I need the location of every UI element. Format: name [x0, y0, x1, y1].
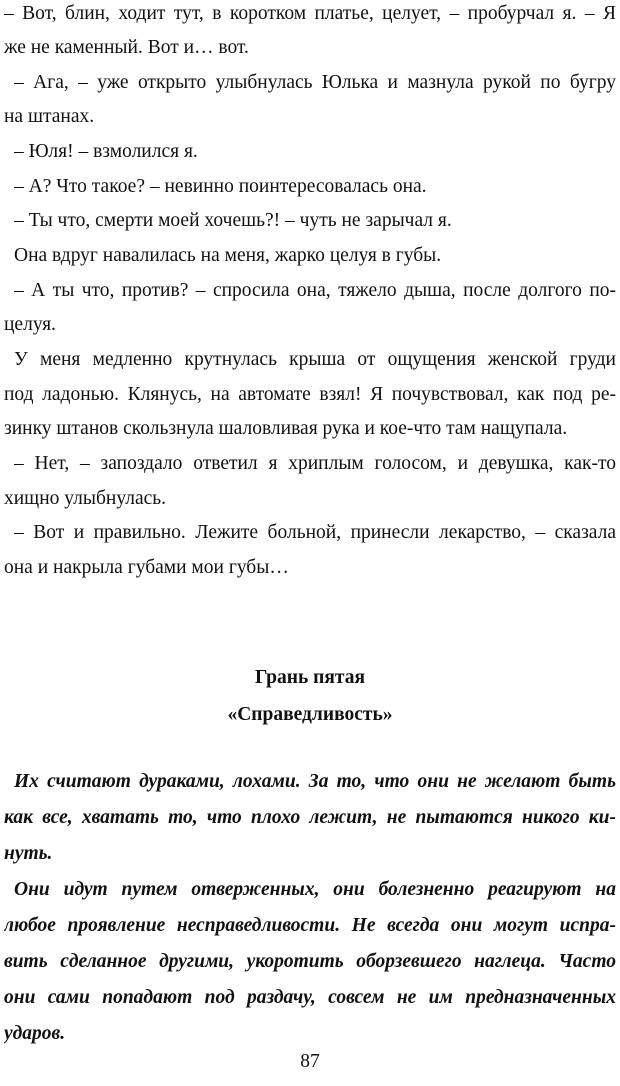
text-line: – Ты что, смерти моей хочешь?! – чуть не зарычал я.	[14, 210, 452, 231]
text-line: – Вот и правильно. Лежите больной, принесли лекарство, – сказала	[14, 522, 616, 543]
text-line: – Нет, – запоздало ответил я хриплым голосом, и девушка, как-то	[14, 453, 616, 474]
text-line: же не каменный. Вот и… вот.	[4, 37, 249, 58]
text-line: на штанах.	[4, 106, 95, 127]
text-line: У меня медленно крутнулась крыша от ощущения женской груди	[14, 349, 616, 370]
text-line: хищно улыбнулась.	[4, 488, 167, 509]
chapter-title: Грань пятая	[254, 667, 366, 688]
text-line: – А ты что, против? – спросила она, тяжело дыша, после долгого по-	[14, 280, 616, 301]
page-number: 87	[300, 1051, 320, 1072]
text-line: – Ага, – уже открыто улыбнулась Юлька и мазнула рукой по бугру	[14, 72, 616, 93]
epigraph-line: Они идут путем отверженных, они болезненно реагируют на	[14, 879, 616, 900]
text-line: зинку штанов скользнула шаловливая рука и кое-что там нащупала.	[4, 418, 568, 439]
chapter-subtitle: «Справедливость»	[227, 704, 393, 725]
epigraph-line: нуть.	[4, 843, 53, 864]
epigraph-line: вить сделанное другими, укоротить оборзевшего наглеца. Часто	[4, 951, 616, 972]
text-line: целуя.	[4, 314, 56, 335]
epigraph-line: как все, хватать то, что плохо лежит, не пытаются никого ки-	[4, 807, 616, 828]
epigraph-line: ударов.	[4, 1023, 66, 1044]
text-line: она и накрыла губами мои губы…	[4, 557, 289, 578]
text-line: Она вдруг навалилась на меня, жарко целуя в губы.	[14, 245, 442, 266]
text-line: под ладонью. Клянусь, на автомате взял! Я почувствовал, как под ре-	[4, 384, 616, 405]
text-line: – Юля! – взмолился я.	[14, 141, 198, 162]
text-line: – Вот, блин, ходит тут, в коротком платье, целует, – пробурчал я. – Я	[4, 3, 616, 24]
text-line: – А? Что такое? – невинно поинтересовалась она.	[14, 176, 427, 197]
epigraph-line: они сами попадают под раздачу, совсем не им предназначенных	[4, 987, 616, 1008]
epigraph-line: Их считают дураками, лохами. За то, что они не желают быть	[14, 771, 616, 792]
epigraph-line: любое проявление несправедливости. Не всегда они могут испра-	[4, 915, 616, 936]
